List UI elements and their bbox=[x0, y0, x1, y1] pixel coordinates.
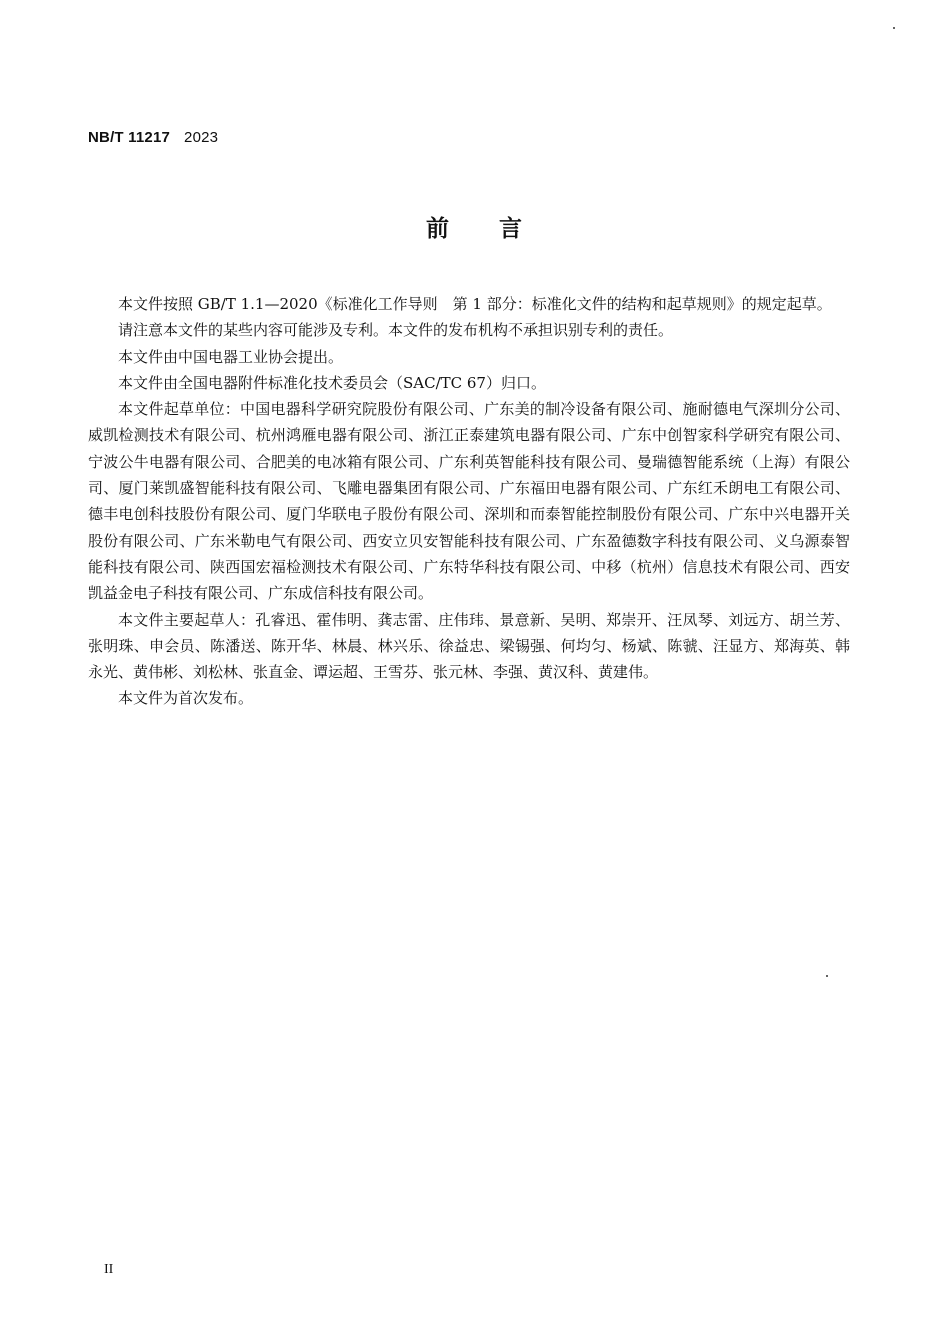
paragraph-patent-notice: 请注意本文件的某些内容可能涉及专利。本文件的发布机构不承担识别专利的责任。 bbox=[118, 321, 674, 340]
page-number: II bbox=[104, 1262, 114, 1277]
page-title bbox=[0, 210, 950, 243]
scan-speck bbox=[826, 975, 828, 977]
foreword-body bbox=[88, 291, 850, 712]
paragraph-proposer: 本文件由中国电器工业协会提出。 bbox=[118, 347, 344, 366]
title-char-2: 言 bbox=[499, 216, 524, 242]
scan-speck bbox=[893, 27, 895, 29]
paragraph-technical-committee: 本文件由全国电器附件标准化技术委员会（SAC/TC 67）归口。 bbox=[118, 373, 546, 392]
paragraph-first-release: 本文件为首次发布。 bbox=[118, 689, 254, 708]
title-char-1: 前 bbox=[426, 216, 451, 242]
paragraph-drafting-rules: 本文件按照 GB/T 1.1—2020《标准化工作导则 第 1 部分：标准化文件的结构和起草规则》的规定起草。 bbox=[118, 295, 832, 313]
paragraph-drafting-units: 本文件起草单位：中国电器科学研究院股份有限公司、广东美的制冷设备有限公司、施耐德电气深圳分公司、威凯检测技术有限公司、杭州鸿雁电器有限公司、浙江正泰建筑电器有限公司、广东中创智家科学研究有限公司、宁波公牛电器有限公司、合肥美的电冰箱有限公司、广东利英智能科技有限公司、曼瑞德智能系统（上海）有限公司、厦门莱凯盛智能科技有限公司、飞雕电器集团有限公司、广东福田电器有限公司、广东红禾朗电工有限公司、德丰电创科技股份有限公司、厦门华联电子股份有限公司、深圳和而泰智能控制股份有限公司、广东中兴电器开关股份有限公司、广东米勒电气有限公司、西安立贝安智能科技有限公司、广东盈德数字科技有限公司、义乌源泰智能科技有限公司、陕西国宏福检测技术有限公司、广东特华科技有限公司、中移（杭州）信息技术有限公司、西安凯益金电子科技有限公司、广东成信科技有限公司。 bbox=[88, 400, 850, 603]
document-code-year: 2023 bbox=[184, 129, 219, 146]
document-code bbox=[88, 129, 218, 146]
document-code-number: NB/T 11217 bbox=[88, 129, 171, 146]
paragraph-drafters: 本文件主要起草人：孔睿迅、霍伟明、龚志雷、庄伟玮、景意新、吴明、郑崇开、汪凤琴、刘远方、胡兰芳、张明珠、申会员、陈潘送、陈开华、林晨、林兴乐、徐益忠、梁锡强、何均匀、杨斌、陈虢、汪显方、郑海英、韩永光、黄伟彬、刘松林、张直金、谭运超、王雪芬、张元林、李强、黄汉科、黄建伟。 bbox=[88, 610, 850, 682]
